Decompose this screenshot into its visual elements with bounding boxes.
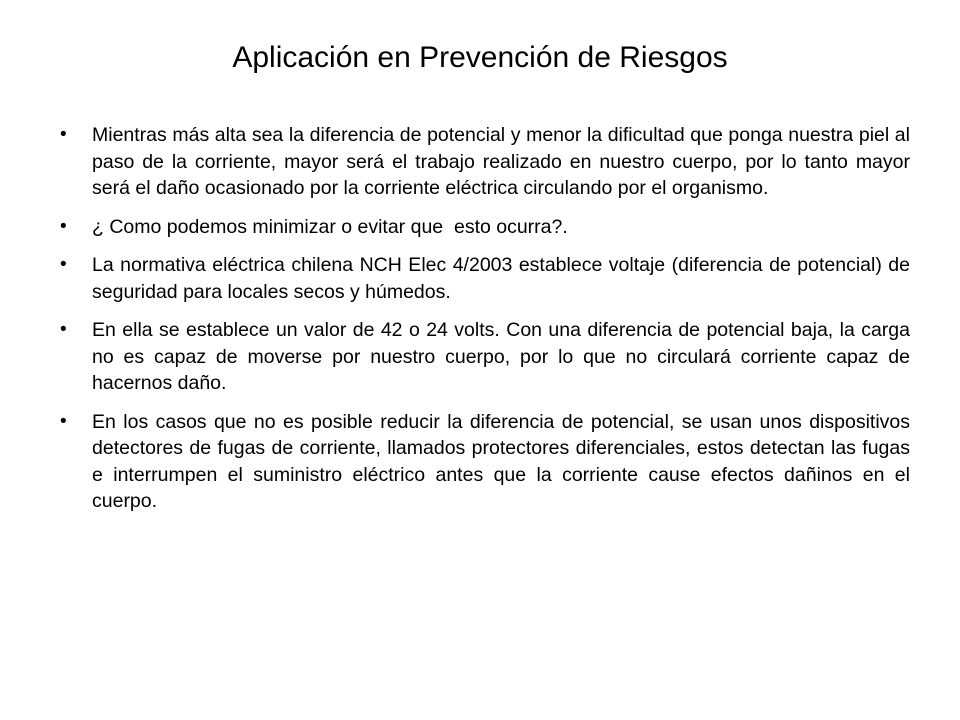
bullet-item-5 <box>60 409 921 515</box>
bullet-list <box>60 122 921 527</box>
bullet-text: ¿ Como podemos minimizar o evitar que esto ocurra?. <box>92 215 568 238</box>
bullet-item-2 <box>60 214 910 241</box>
bullet-icon: • <box>60 215 67 237</box>
bullet-icon: • <box>60 410 67 432</box>
bullet-text: Mientras más alta sea la diferencia de potencial y menor la dificultad que ponga nuestra piel al paso de la corriente, mayor será el trabajo realizado en nuestro cuerpo, por lo tanto mayor será el daño ocasionado por la corriente eléctrica circulando por el organismo. <box>92 124 910 199</box>
bullet-item-1 <box>60 122 910 202</box>
bullet-icon: • <box>60 319 67 340</box>
bullet-text: En ella se establece un valor de 42 o 24 volts. Con una diferencia de potencial baja, la carga no es capaz de moverse por nuestro cuerpo, por lo que no circulará corriente capaz de hacernos daño. <box>92 319 910 394</box>
bullet-icon: • <box>60 124 67 145</box>
bullet-item-4 <box>60 317 910 397</box>
bullet-text: La normativa eléctrica chilena NCH Elec 4/2003 establece voltaje (diferencia de potencial) de seguridad para locales secos y húmedos. <box>92 254 910 303</box>
bullet-icon: • <box>60 254 67 275</box>
bullet-item-3 <box>60 252 910 305</box>
slide-title: Aplicación en Prevención de Riesgos <box>232 41 728 74</box>
bullet-text: En los casos que no es posible reducir la diferencia de potencial, se usan unos dispositivos detectores de fugas de corriente, llamados protectores diferenciales, estos detectan las fugas e interrumpen el suministro eléctrico antes que la corriente cause efectos dañinos en el cuerpo. <box>92 410 921 512</box>
